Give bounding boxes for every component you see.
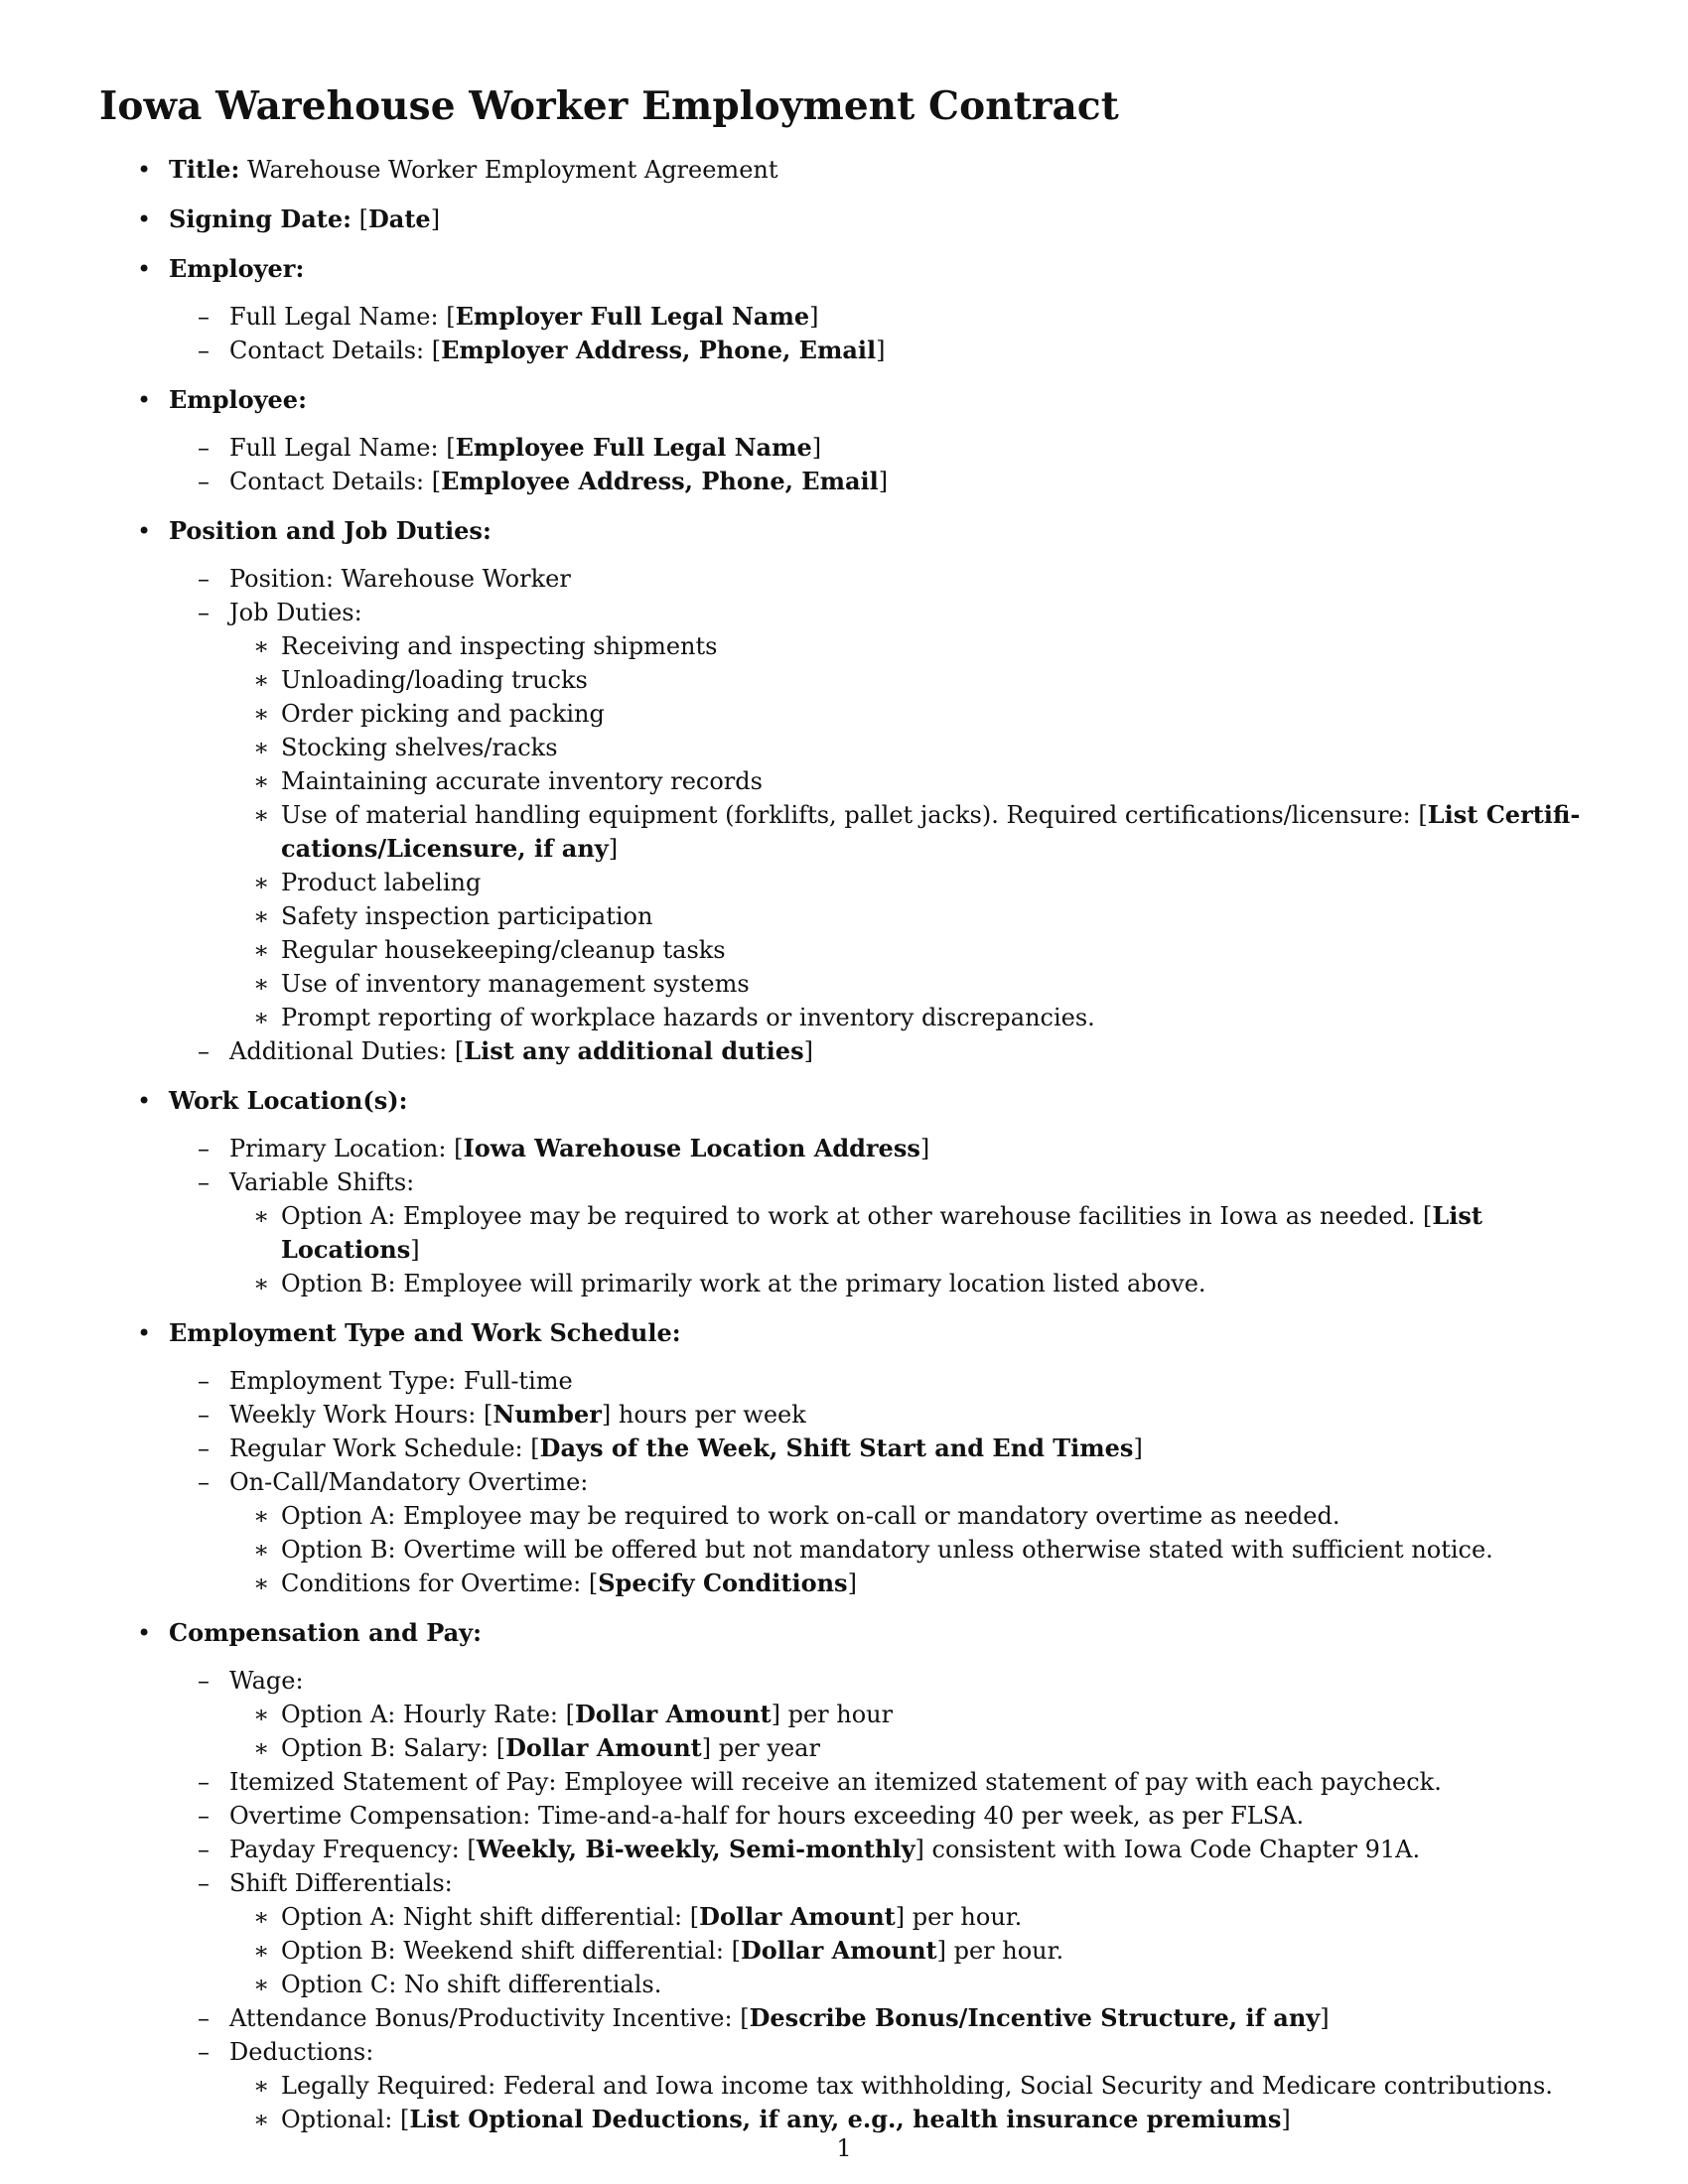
title-label: Title: (169, 155, 240, 184)
shift-option-a-suffix: per hour. (912, 1903, 1023, 1931)
weekly-hours-placeholder: Number (492, 1400, 602, 1429)
location-option-a: ∗ Option A: Employee may be required to work at other warehouse facilities in Iowa as needed. [List Locations] (229, 1199, 1589, 1267)
employer-contact-item: – Contact Details: [Employer Address, Phone, Email] (169, 334, 1589, 367)
shift-differentials-label: Shift Differentials: (229, 1869, 453, 1897)
wage-option-a: ∗ Option A: Hourly Rate: [Dollar Amount] per hour (229, 1698, 1589, 1731)
additional-duties-placeholder: List any additional duties (464, 1036, 804, 1065)
duty-item-equipment: ∗ Use of material handling equipment (forklifts, pallet jacks). Required certifications/licensure: [List Certifi-cations/Licensure, if any] (229, 798, 1589, 866)
employer-contact-label: Contact Details: (229, 337, 425, 364)
regular-schedule-item: – Regular Work Schedule: [Days of the Week, Shift Start and End Times] (169, 1432, 1589, 1465)
shift-option-a: ∗ Option A: Night shift differential: [Dollar Amount] per hour. (229, 1900, 1589, 1934)
wage-option-b-suffix: per year (718, 1734, 820, 1762)
employer-heading: Employer: (169, 254, 305, 283)
payday-frequency-label: Payday Frequency: (229, 1836, 460, 1863)
shift-option-b-suffix: per hour. (953, 1937, 1064, 1965)
variable-shifts-item (169, 1165, 1589, 1300)
employee-name-item: – Full Legal Name: [Employee Full Legal Name] (169, 431, 1589, 465)
duty-item: ∗ Order picking and packing (229, 697, 1589, 731)
duty-item: ∗ Unloading/loading trucks (229, 663, 1589, 697)
title-value: Warehouse Worker Employment Agreement (246, 156, 778, 184)
on-call-option-b: ∗ Option B: Overtime will be offered but not mandatory unless otherwise stated with sufficient notice. (229, 1533, 1589, 1567)
duty-item: ∗ Prompt reporting of workplace hazards or inventory discrepancies. (229, 1001, 1589, 1034)
duty-item: ∗ Safety inspection participation (229, 899, 1589, 933)
wage-option-a-label: Option A: Hourly Rate: (281, 1701, 558, 1728)
section-compensation (99, 1616, 1589, 2136)
contract-page (99, 83, 1589, 2152)
weekly-hours-suffix: hours per week (618, 1401, 806, 1429)
weekend-differential-placeholder: Dollar Amount (740, 1936, 937, 1965)
regular-schedule-label: Regular Work Schedule: (229, 1434, 523, 1462)
regular-schedule-placeholder: Days of the Week, Shift Start and End Times (539, 1433, 1134, 1462)
overtime-conditions-placeholder: Specify Conditions (598, 1569, 848, 1597)
bonus-label: Attendance Bonus/Productivity Incentive: (229, 2004, 733, 2032)
night-differential-placeholder: Dollar Amount (699, 1902, 896, 1931)
primary-location-label: Primary Location: (229, 1135, 447, 1162)
employee-name-label: Full Legal Name: (229, 434, 439, 462)
wage-label: Wage: (229, 1667, 304, 1695)
duty-item: ∗ Use of inventory management systems (229, 967, 1589, 1001)
section-title (99, 153, 1589, 187)
optional-deductions-placeholder: List Optional Deductions, if any, e.g., health insurance premiums (409, 2105, 1282, 2133)
additional-duties-label: Additional Duties: (229, 1037, 448, 1065)
payday-frequency-item: – Payday Frequency: [Weekly, Bi-weekly, Semi-monthly] consistent with Iowa Code Chapter 91A. (169, 1833, 1589, 1866)
primary-location-item: – Primary Location: [Iowa Warehouse Location Address] (169, 1132, 1589, 1165)
employer-contact-placeholder: Employer Address, Phone, Email (441, 336, 877, 364)
overtime-conditions-item: ∗ Conditions for Overtime: [Specify Conditions] (229, 1567, 1589, 1600)
salary-placeholder: Dollar Amount (505, 1733, 702, 1762)
hourly-rate-placeholder: Dollar Amount (574, 1700, 772, 1728)
weekly-hours-label: Weekly Work Hours: (229, 1401, 477, 1429)
position-item: – Position: Warehouse Worker (169, 562, 1589, 596)
job-duties-item (169, 596, 1589, 1034)
page-number: 1 (836, 2134, 852, 2162)
bonus-item: – Attendance Bonus/Productivity Incentive: [Describe Bonus/Incentive Structure, if any] (169, 2001, 1589, 2035)
certifications-placeholder: List Certifi-cations/Licensure, if any (281, 800, 1581, 863)
weekly-hours-item: – Weekly Work Hours: [Number] hours per week (169, 1398, 1589, 1432)
overtime-compensation-item: – Overtime Compensation: Time-and-a-half for hours exceeding 40 per week, as per FLSA. (169, 1799, 1589, 1833)
itemized-statement-item: – Itemized Statement of Pay: Employee will receive an itemized statement of pay with each paycheck. (169, 1765, 1589, 1799)
duty-item: ∗ Receiving and inspecting shipments (229, 629, 1589, 663)
employment-type-item: – Employment Type: Full-time (169, 1364, 1589, 1398)
deductions-item (169, 2035, 1589, 2136)
employee-contact-item: – Contact Details: [Employee Address, Phone, Email] (169, 465, 1589, 498)
job-duties-label: Job Duties: (229, 599, 362, 626)
position-heading: Position and Job Duties: (169, 516, 492, 545)
shift-option-a-label: Option A: Night shift differential: (281, 1903, 683, 1931)
section-position (99, 514, 1589, 1068)
on-call-label: On-Call/Mandatory Overtime: (229, 1468, 589, 1496)
section-employer (99, 252, 1589, 367)
payday-frequency-suffix: consistent with Iowa Code Chapter 91A. (931, 1836, 1421, 1863)
primary-location-placeholder: Iowa Warehouse Location Address (463, 1134, 920, 1162)
optional-deductions-item: ∗ Optional: [List Optional Deductions, if any, e.g., health insurance premiums] (229, 2103, 1589, 2136)
variable-shifts-label: Variable Shifts: (229, 1168, 415, 1196)
wage-option-a-suffix: per hour (787, 1701, 894, 1728)
employer-name-placeholder: Employer Full Legal Name (455, 302, 810, 331)
location-option-b: ∗ Option B: Employee will primarily work at the primary location listed above. (229, 1267, 1589, 1300)
legal-deductions-item: ∗ Legally Required: Federal and Iowa income tax withholding, Social Security and Medicare contributions. (229, 2069, 1589, 2103)
employee-contact-placeholder: Employee Address, Phone, Email (441, 467, 879, 495)
wage-option-b: ∗ Option B: Salary: [Dollar Amount] per year (229, 1731, 1589, 1765)
section-signing-date: • Signing Date: [Date] (99, 203, 1589, 236)
shift-option-b-label: Option B: Weekend shift differential: (281, 1937, 724, 1965)
schedule-heading: Employment Type and Work Schedule: (169, 1318, 681, 1347)
bonus-placeholder: Describe Bonus/Incentive Structure, if any (749, 2003, 1321, 2032)
work-location-heading: Work Location(s): (169, 1086, 408, 1115)
employer-name-label: Full Legal Name: (229, 303, 439, 331)
list-locations-placeholder: List Locations (281, 1201, 1482, 1264)
compensation-heading: Compensation and Pay: (169, 1618, 482, 1647)
section-work-location (99, 1084, 1589, 1300)
payday-frequency-placeholder: Weekly, Bi-weekly, Semi-monthly (476, 1835, 915, 1863)
wage-item (169, 1664, 1589, 1765)
section-employee (99, 383, 1589, 498)
shift-option-b: ∗ Option B: Weekend shift differential: [Dollar Amount] per hour. (229, 1934, 1589, 1968)
shift-option-c: ∗ Option C: No shift differentials. (229, 1968, 1589, 2001)
wage-option-b-label: Option B: Salary: (281, 1734, 490, 1762)
duty-item: ∗ Regular housekeeping/cleanup tasks (229, 933, 1589, 967)
duty-item: ∗ Product labeling (229, 866, 1589, 899)
overtime-conditions-label: Conditions for Overtime: (281, 1570, 582, 1597)
shift-differentials-item (169, 1866, 1589, 2001)
equipment-text: Use of material handling equipment (forklifts, pallet jacks). Required certifications/licensure: (281, 801, 1411, 829)
optional-deductions-label: Optional: (281, 2106, 393, 2133)
on-call-option-a: ∗ Option A: Employee may be required to work on-call or mandatory overtime as needed. (229, 1499, 1589, 1533)
employee-contact-label: Contact Details: (229, 468, 425, 495)
signing-date-placeholder: Date (367, 205, 431, 233)
additional-duties-item: – Additional Duties: [List any additional duties] (169, 1034, 1589, 1068)
employer-name-item: – Full Legal Name: [Employer Full Legal Name] (169, 300, 1589, 334)
section-schedule (99, 1316, 1589, 1600)
location-option-a-text: Option A: Employee may be required to work at other warehouse facilities in Iowa as needed. (281, 1202, 1416, 1230)
duty-item: ∗ Stocking shelves/racks (229, 731, 1589, 764)
deductions-label: Deductions: (229, 2038, 374, 2066)
contract-sections (99, 153, 1589, 2136)
employee-name-placeholder: Employee Full Legal Name (455, 433, 812, 462)
signing-date-label: Signing Date: (169, 205, 352, 233)
duty-item: ∗ Maintaining accurate inventory records (229, 764, 1589, 798)
document-title: Iowa Warehouse Worker Employment Contract (99, 83, 1119, 129)
on-call-item (169, 1465, 1589, 1600)
employee-heading: Employee: (169, 385, 307, 414)
